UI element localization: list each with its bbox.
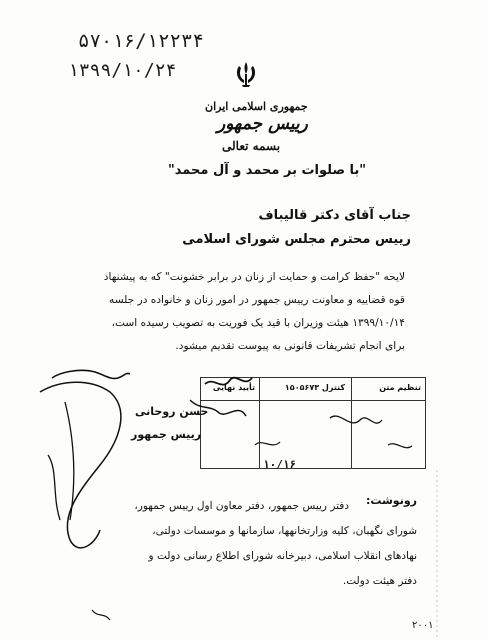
bismillah: بسمه تعالی xyxy=(222,139,281,153)
cc-label: رونوشت: xyxy=(365,494,417,507)
signer-title: رییس جمهور xyxy=(131,428,202,441)
letter-date: ۱۳۹۹/۱۰/۲۴ xyxy=(68,60,177,81)
cc-line: دفتر رییس جمهور، دفتر معاون اول رییس جمهور، xyxy=(134,500,349,512)
salawat-line: "با صلوات بر محمد و آل محمد" xyxy=(168,163,367,178)
office-title: رییس جمهور xyxy=(217,114,308,134)
body-line: ۱۳۹۹/۱۰/۱۴ هیئت وزیران با قید یک فوریت به تصویب رسیده است، xyxy=(111,317,405,329)
registration-cell-control: کنترل ۱۵۰۵۶۷۳ xyxy=(284,383,345,392)
registration-cell-drafting: تنظیم متن xyxy=(379,383,421,392)
cc-line: دفتر هیئت دولت. xyxy=(342,575,417,587)
body-line: برای انجام تشریفات قانونی به پیوست تقدیم میشود. xyxy=(175,340,405,352)
cc-recipients xyxy=(62,494,417,594)
registration-handwritten-date: ۱۰/۱۶ xyxy=(263,458,297,471)
cc-line: نهادهای انقلاب اسلامی، دبیرخانه شورای اطلاع رسانی دولت و xyxy=(148,550,417,562)
addressee-title: رییس محترم مجلس شورای اسلامی xyxy=(182,232,411,247)
signer-name: حسن روحانی xyxy=(135,405,209,418)
reference-number: ۵۷۰۱۶/۱۲۲۳۴ xyxy=(78,30,204,52)
cc-line: شورای نگهبان، کلیه وزارتخانهها، سازمانها و موسسات دولتی، xyxy=(152,525,417,537)
addressee-name: جناب آقای دکتر قالیباف xyxy=(258,208,411,223)
body-line: قوه قضاییه و معاونت رییس جمهور در امور زنان و خانواده در جلسه xyxy=(109,294,405,306)
body-line: لایحه "حفظ کرامت و حمایت از زنان در برابر خشونت" که به پیشنهاد xyxy=(103,271,405,283)
government-title: جمهوری اسلامی ایران xyxy=(205,100,308,113)
registration-cell-approval: تأیید نهایی xyxy=(212,383,255,392)
page-mark: ۲۰۰۱ xyxy=(412,620,434,631)
